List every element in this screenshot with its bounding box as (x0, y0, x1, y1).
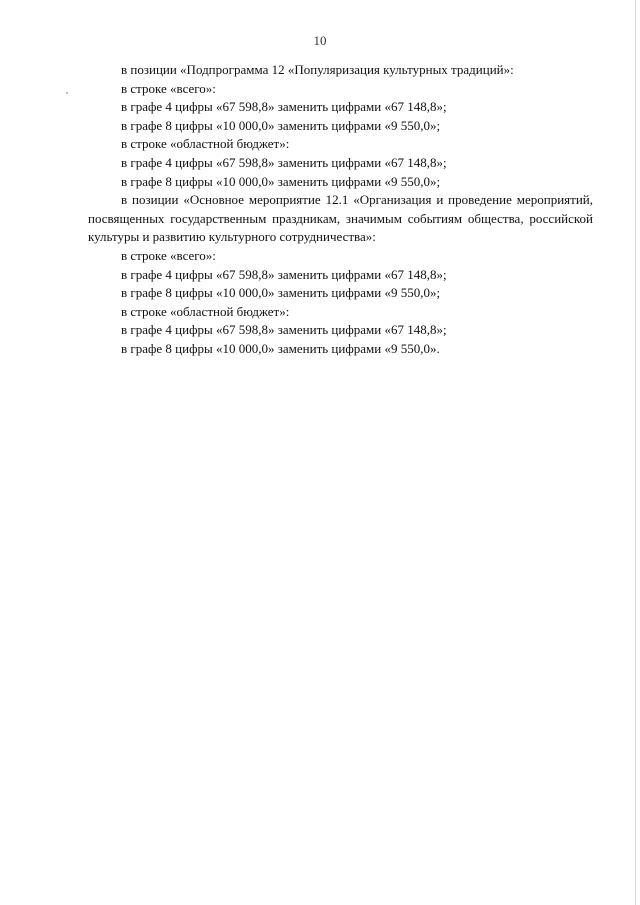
paragraph-1: в позиции «Подпрограмма 12 «Популяризация культурных традиций»: (121, 62, 514, 77)
document-body (88, 61, 593, 359)
page-number: 10 (313, 33, 327, 48)
paragraph-6: в графе 4 цифры «67 598,8» заменить цифрами «67 148,8»; (121, 154, 447, 170)
paragraph-12: в строке «областной бюджет»: (121, 303, 290, 319)
paragraph-14: в графе 8 цифры «10 000,0» заменить цифрами «9 550,0». (121, 340, 440, 356)
paragraph-9: в строке «всего»: (121, 247, 216, 263)
paragraph-2: в строке «всего»: (121, 80, 216, 96)
paragraph-13: в графе 4 цифры «67 598,8» заменить цифрами «67 148,8»; (121, 322, 447, 338)
scan-artifact-mark (66, 92, 68, 94)
paragraph-11: в графе 8 цифры «10 000,0» заменить цифрами «9 550,0»; (121, 285, 441, 301)
paragraph-3: в графе 4 цифры «67 598,8» заменить цифрами «67 148,8»; (121, 99, 447, 115)
paragraph-10: в графе 4 цифры «67 598,8» заменить цифрами «67 148,8»; (121, 266, 447, 282)
paragraph-5: в строке «областной бюджет»: (121, 136, 290, 152)
scan-edge-line (635, 0, 636, 905)
paragraph-4: в графе 8 цифры «10 000,0» заменить цифрами «9 550,0»; (121, 117, 441, 133)
paragraph-7: в графе 8 цифры «10 000,0» заменить цифрами «9 550,0»; (121, 173, 441, 189)
paragraph-8: в позиции «Основное мероприятие 12.1 «Организация и проведение мероприятий, посвященных государственным праздникам, значимым событиям общества, российской культуры и развитию культурного сотрудничества»: (88, 192, 593, 245)
